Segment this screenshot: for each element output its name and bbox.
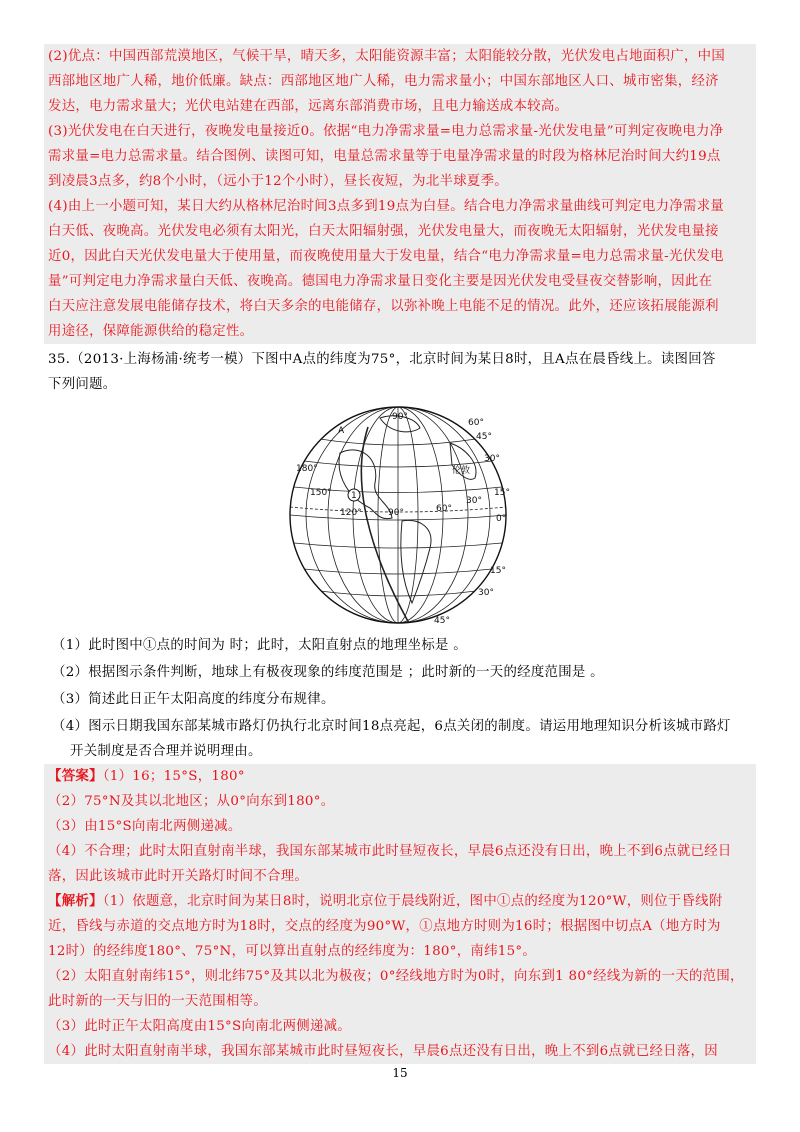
label-60n: 60° [468,418,484,428]
answer-p4-line: 白天低、夜晚高。光伏发电必须有太阳光，白天太阳辐射强，光伏发电量大，而夜晚无太阳辐射，光伏发电量接 [48,224,719,239]
point-a-label: A [338,426,345,436]
globe-figure [280,403,520,628]
answer-p2-line: (2)优点：中国西部荒漠地区，气候干旱，晴天多，太阳能资源丰富；太阳能较分散，光伏发电占地面积广，中国 [48,49,726,64]
question-item-continued: 开关制度是否合理并说明理由。 [70,744,262,759]
label-30w: 30° [466,496,482,506]
label-45n: 45° [476,432,492,442]
label-180: 180° [296,464,318,474]
analysis-2-line: （2）太阳直射南纬15°，则北纬75°及其以北为极夜；0°经线地方时为0时，向东到1 80°经线为新的一天的范围， [48,969,744,984]
analysis-1-line: 近，昏线与赤道的交点地方时为18时，交点的经度为90°W，①点地方时则为16时；根据图中切点A（地方时为 [48,919,721,934]
label-30n: 30° [484,454,500,464]
answer-p4-line: 近0，因此白天光伏发电量大于使用量，而夜晚使用量大于发电量，结合“电力净需求量=电力总需求量-光伏发电 [48,249,724,264]
label-0: 0° [496,514,507,524]
answer-top-block [44,44,756,344]
answer-4-line: （4）不合理；此时太阳直射南半球，我国东部某城市此时昼短夜长，早晨6点还没有日出，晚上不到6点就已经日 [48,844,732,859]
answer-p4-line: (4)由上一小题可知，某日大约从格林尼治时间3点多到19点为白昼。结合电力净需求量曲线可判定电力净需求量 [48,199,725,214]
label-150: 150° [310,488,332,498]
label-120: 120° [340,508,362,518]
analysis-block [44,889,756,1064]
label-90: 90° [392,412,408,422]
answer-p4-line: 用途径，保障能源供给的稳定性。 [48,324,254,339]
label-30s: 30° [478,588,494,598]
question-item: （4）图示日期我国东部某城市路灯仍执行北京时间18点亮起，6点关闭的制度。请运用地理知识分析该城市路灯 [52,719,731,734]
point-1-label: 1 [351,491,357,501]
answer-p2-line: 西部地区地广人稀，地价低廉。缺点：西部地区地广人稀，电力需求量小；中国东部地区人口、城市密集，经济 [48,74,719,89]
label-90w: 90° [388,508,404,518]
answer-p2-line: 发达，电力需求量大；光伏电站建在西部，远离东部消费市场，且电力输送成本较高。 [48,99,569,114]
label-45s: 45° [434,616,450,626]
answer-4-line: 落，因此该城市此时开关路灯时间不合理。 [48,869,309,884]
label-london: 伦敦 [452,466,471,476]
answer-label: 【答案】 [48,768,103,784]
analysis-4: （4）此时太阳直射南半球，我国东部某城市此时昼短夜长，早晨6点还没有日出，晚上不到6点就已经日落，因 [48,1044,718,1059]
label-15s: 15° [490,566,506,576]
answer-3: （3）由15°S向南北两侧递减。 [48,819,242,834]
question-stem-line: 35.（2013·上海杨浦·统考一模）下图中A点的纬度为75°，北京时间为某日8时，且A点在晨昏线上。读图回答 [48,352,716,367]
page-number: 15 [392,1066,408,1080]
analysis-label: 【解析】 [48,893,103,909]
answer-2: （2）75°N及其以北地区；从0°向东到180°。 [48,794,335,809]
label-15n: 15° [494,488,510,498]
question-items [52,633,756,739]
analysis-2-line: 此时新的一天与旧的一天范围相等。 [48,994,268,1009]
analysis-1-line: 12时）的经纬度180°、75°N，可以算出直射点的经纬度为：180°，南纬15°。 [48,944,537,959]
answer-p4-line: 白天应注意发展电能储存技术，将白天多余的电能储存，以弥补晚上电能不足的情况。此外，还应该拓展能源利 [48,299,719,314]
question-item: （3）简述此日正午太阳高度的纬度分布规律。 [52,692,335,707]
label-60w: 60° [436,504,452,514]
analysis-3: （3）此时正午太阳高度由15°S向南北两侧递减。 [48,1019,352,1034]
question-item: （1）此时图中①点的时间为 时；此时，太阳直射点的地理坐标是 。 [52,638,467,653]
answer-p3-line: (3)光伏发电在白天进行，夜晚发电量接近0。依据“电力净需求量=电力总需求量-光伏发电量”可判定夜晚电力净 [48,124,724,139]
answer-p4-line: 量”可判定电力净需求量白天低、夜晚高。德国电力净需求量日变化主要是因光伏发电受昼夜交替影响，因此在 [48,274,713,289]
question-stem-line: 下列问题。 [48,377,117,392]
answer-1: （1）16；15°S，180° [102,769,245,784]
analysis-1-line: （1）依题意，北京时间为某日8时，说明北京位于晨线附近，图中①点的经度为120°W，则位于昏线附 [102,894,723,909]
question-stem [48,347,758,397]
answer-p3-line: 到凌晨3点多，约8个小时，（远小于12个小时），昼长夜短，为北半球夏季。 [48,174,508,189]
answer-p3-line: 需求量=电力总需求量。结合图例、读图可知，电量总需求量等于电量净需求量的时段为格林尼治时间大约19点 [48,149,721,164]
answer-block [44,764,756,889]
question-item: （2）根据图示条件判断，地球上有极夜现象的纬度范围是 ；此时新的一天的经度范围是 。 [52,665,604,680]
